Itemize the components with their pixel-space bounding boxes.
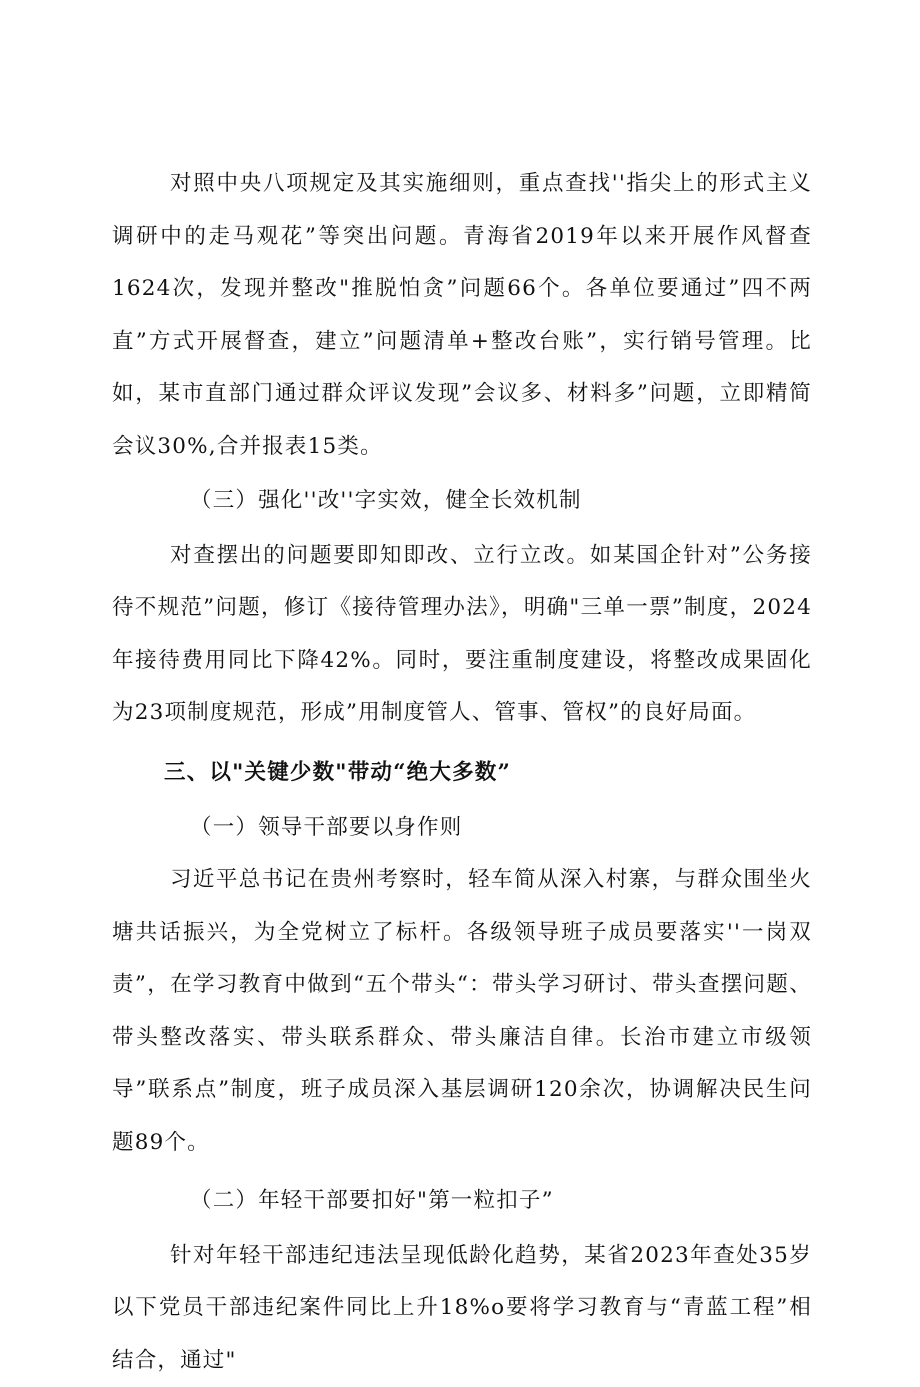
body-paragraph: 对照中央八项规定及其实施细则，重点查找''指尖上的形式主义调研中的走马观花”等突出问题。青海省2019年以来开展作风督查1624次，发现并整改"推脱怕贪”问题66个。各单位要通过”四不两直”方式开展督查，建立”问题清单+整改台账”，实行销号管理。比如，某市直部门通过群众评议发现”会议多、材料多”问题，立即精简会议30%,合并报表15类。 [112, 158, 812, 473]
document-body [112, 158, 812, 1387]
subheading: （三）强化''改''字实效，健全长效机制 [112, 475, 812, 528]
body-paragraph: 习近平总书记在贵州考察时，轻车简从深入村寨，与群众围坐火塘共话振兴，为全党树立了标杆。各级领导班子成员要落实''一岗双责”，在学习教育中做到“五个带头“：带头学习研讨、带头查摆问题、带头整改落实、带头联系群众、带头廉洁自律。长治市建立市级领导”联系点”制度，班子成员深入基层调研120余次，协调解决民生问题89个。 [112, 854, 812, 1169]
subheading: （二）年轻干部要扣好"第一粒扣子” [112, 1175, 812, 1228]
subheading: （一）领导干部要以身作则 [112, 802, 812, 855]
body-paragraph: 对查摆出的问题要即知即改、立行立改。如某国企针对”公务接待不规范”问题，修订《接待管理办法》，明确"三单一票”制度，2024年接待费用同比下降42%。同时，要注重制度建设，将整改成果固化为23项制度规范，形成”用制度管人、管事、管权”的良好局面。 [112, 530, 812, 740]
body-paragraph: 针对年轻干部违纪违法呈现低龄化趋势，某省2023年查处35岁以下党员干部违纪案件同比上升18%o要将学习教育与“青蓝工程”相结合，通过" [112, 1230, 812, 1387]
section-heading: 三、以"关键少数"带动“绝大多数” [112, 744, 812, 802]
